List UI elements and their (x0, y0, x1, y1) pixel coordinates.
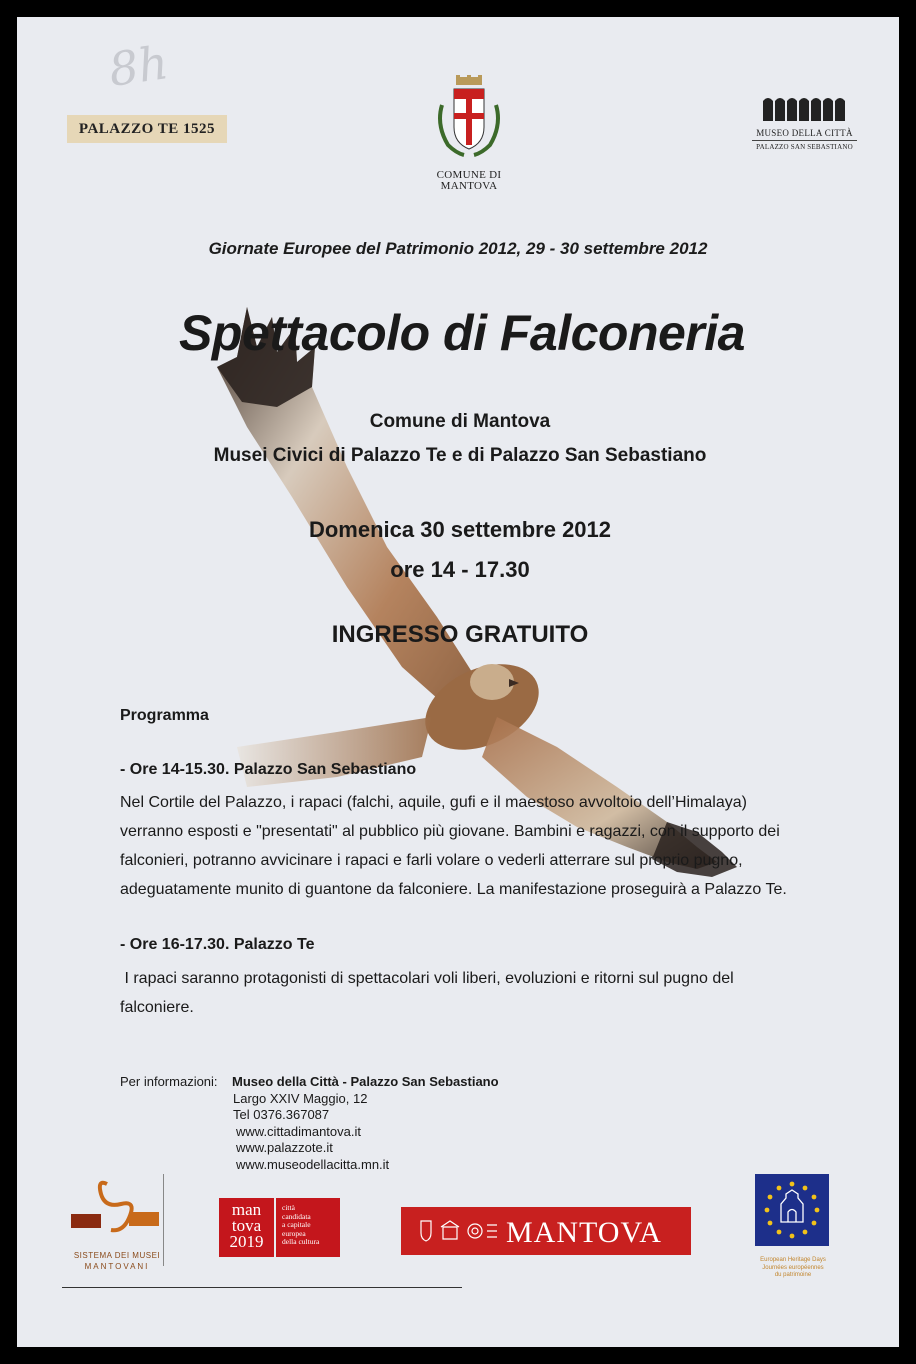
european-heritage-days-logo (755, 1174, 831, 1280)
palazzo-te-logo: PALAZZO TE 1525 (67, 115, 227, 143)
m2019-line: man (231, 1200, 262, 1219)
event-time: ore 14 - 17.30 (390, 557, 530, 582)
program-item-2-heading: - Ore 16-17.30. Palazzo Te (120, 936, 315, 953)
museo-della-citta-logo (752, 95, 857, 151)
mantova-banner-text: MANTOVA (506, 1216, 662, 1249)
m2019-side-line: città (282, 1203, 295, 1212)
m2019-line: tova (231, 1216, 262, 1235)
sistema-musei-icon (67, 1174, 163, 1246)
museo-logo-name: MUSEO DELLA CITTÀ (752, 128, 857, 141)
info-website-link[interactable]: www.palazzote.it (236, 1140, 333, 1155)
giornate-subtitle: Giornate Europee del Patrimonio 2012, 29 - 30 settembre 2012 (208, 239, 708, 258)
organizer-comune: Comune di Mantova (369, 411, 551, 432)
info-phone: Tel 0376.367087 (233, 1107, 330, 1122)
info-address: Largo XXIV Maggio, 12 (233, 1090, 368, 1106)
info-website-link[interactable]: www.museodellacitta.mn.it (236, 1156, 390, 1172)
handwritten-note: 8h (105, 35, 172, 97)
info-museum-name: Museo della Città - Palazzo San Sebastiano (232, 1074, 499, 1089)
arches-icon (763, 95, 847, 121)
museo-logo-sub: PALAZZO SAN SEBASTIANO (756, 143, 853, 151)
program-item-1-line: falconieri, potranno avvicinare i rapaci e farli volare o vederli atterrare sul proprio pugno, (120, 852, 743, 869)
m2019-side-line: della cultura (282, 1237, 320, 1246)
divider (163, 1174, 164, 1266)
program-item-1-line: verranno esposti e "presentati" al pubblico più giovane. Bambini e ragazzi, con il supporto dei (120, 823, 780, 840)
sistema-line2: MANTOVANI (84, 1262, 150, 1271)
program-item-2-line: I rapaci saranno protagonisti di spettacolari voli liberi, evoluzioni e ritorni sul pugno del (120, 970, 734, 987)
ehd-line: Journées européennes (762, 1264, 824, 1271)
m2019-side-line: candidata (282, 1211, 311, 1221)
program-item-1-line: Nel Cortile del Palazzo, i rapaci (falchi, aquile, gufi e il maestoso avvoltoio dell’Himalaya) (120, 794, 747, 811)
program-item-1-heading: - Ore 14-15.30. Palazzo San Sebastiano (120, 761, 417, 778)
sponsor-icons (413, 1217, 499, 1245)
ehd-line: European Heritage Days (760, 1257, 826, 1263)
coat-of-arms-icon (434, 75, 504, 165)
program-item-2-line: falconiere. (120, 999, 194, 1016)
m2019-side-line: europea (282, 1228, 306, 1238)
ehd-line: du patrimoine (774, 1272, 812, 1278)
info-block (232, 1074, 499, 1173)
comune-logo-line2: MANTOVA (440, 180, 498, 192)
mantova-2019-side (276, 1198, 340, 1257)
programma-heading: Programma (120, 707, 209, 724)
comune-di-mantova-logo (429, 75, 509, 192)
info-label: Per informazioni: (120, 1074, 218, 1089)
program-item-2-text (120, 964, 860, 1022)
event-title: Spettacolo di Falconeria (179, 305, 745, 361)
mantova-2019-logo (219, 1198, 349, 1258)
event-date: Domenica 30 settembre 2012 (308, 517, 612, 542)
program-item-1-line: adeguatamente munito di guantone da falconiere. La manifestazione proseguirà a Palazzo Te. (120, 881, 787, 898)
m2019-side-line: a capitale (282, 1220, 311, 1229)
program-item-1-text (120, 788, 860, 904)
bottom-rule (62, 1287, 462, 1288)
sistema-line1: SISTEMA DEI MUSEI (73, 1251, 161, 1260)
sistema-musei-logo (67, 1174, 167, 1274)
organizer-musei: Musei Civici di Palazzo Te e di Palazzo San Sebastiano (213, 445, 707, 466)
comune-logo-line1: COMUNE DI (436, 169, 502, 181)
ehd-text (755, 1257, 831, 1280)
sistema-musei-text (67, 1250, 167, 1272)
free-entry: INGRESSO GRATUITO (331, 621, 589, 648)
mantova-banner (401, 1207, 691, 1255)
info-website-link[interactable]: www.cittadimantova.it (236, 1123, 361, 1139)
mantova-2019-box (219, 1198, 274, 1257)
poster (17, 17, 899, 1347)
eu-stars-icon (755, 1174, 829, 1246)
m2019-line: 2019 (229, 1232, 264, 1251)
